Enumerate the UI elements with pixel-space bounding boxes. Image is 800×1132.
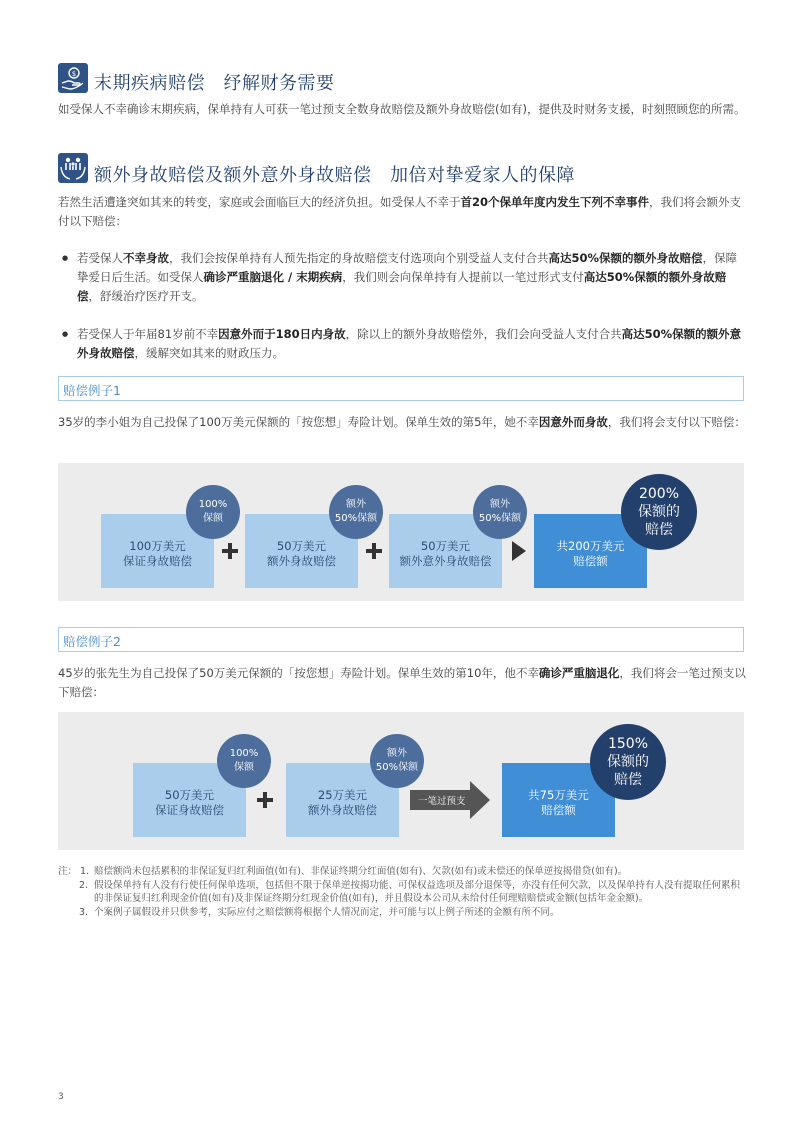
- box-amount: 共75万美元: [528, 788, 589, 802]
- footnote-prefix: 注：: [58, 866, 78, 877]
- plus-icon: [256, 791, 274, 809]
- plus-icon: [365, 542, 383, 560]
- arrow-label: 一笔过预支: [418, 796, 466, 807]
- circle-line: 50%保额: [334, 513, 378, 524]
- bullet1-text: ，我们则会向保单持有人提前以一笔过形式支付: [342, 270, 584, 284]
- box-amount: 100万美元: [129, 539, 186, 553]
- footnote-text: 赔偿额尚未包括累积的非保证复归红利面值(如有)、非保证终期分红面值(如有)、欠款(如有)或未偿还的保单逆按揭借贷(如有)。: [94, 866, 628, 877]
- circle-line: 赔偿: [614, 772, 642, 788]
- footnote-label: [79, 879, 88, 893]
- box-label: 额外意外身故赔偿: [399, 554, 492, 568]
- section-body-terminal-illness: 如受保人不幸确诊末期疾病，保单持有人可获一笔过预支全数身故赔偿及额外身故赔偿(如有)，提供及时财务支援，时刻照顾您的所需。: [58, 102, 746, 116]
- circle-line: 保额的: [638, 504, 680, 520]
- box-label: 额外身故赔偿: [308, 803, 377, 817]
- plus-icon: [221, 542, 239, 560]
- example2-circle-extra-death: [370, 734, 424, 788]
- example1-circle-guaranteed: [186, 485, 240, 539]
- hand-coin-icon: [58, 63, 88, 93]
- example2-circle-total: [590, 724, 666, 800]
- box-amount: 50万美元: [276, 539, 327, 553]
- circle-line: 额外: [387, 748, 407, 759]
- bullet2-bold: 高达50%保额的额外意外身故赔偿: [77, 327, 742, 360]
- page-number: 3: [58, 1092, 64, 1102]
- circle-line: 50%保额: [375, 762, 419, 773]
- box-amount: 25万美元: [317, 788, 368, 802]
- section-intro-extra-death-benefit: [58, 193, 748, 231]
- box-amount: 50万美元: [164, 788, 215, 802]
- example2-text: 45岁的张先生为自己投保了50万美元保额的「按您想」寿险计划。保单生效的第10年，他不幸: [58, 666, 539, 680]
- example1-circle-extra-death: [329, 485, 383, 539]
- bullet1-text: ，我们会按保单持有人预先指定的身故赔偿支付选项向个别受益人支付合共: [169, 251, 549, 265]
- section-title-terminal-illness: 末期疾病赔偿 纾解财务需要: [94, 73, 335, 94]
- circle-line: 保额: [234, 762, 254, 773]
- footnote-label: [79, 906, 88, 920]
- box-label: 保证身故赔偿: [155, 803, 224, 817]
- box-label: 额外身故赔偿: [267, 554, 336, 568]
- example2-header: [58, 627, 744, 652]
- footnote-number: 3.: [79, 906, 89, 918]
- bullet2-bold: 因意外而于180日内身故: [218, 327, 346, 341]
- footnote-text: 个案例子属假设并只供参考，实际应付之赔偿额将根据个人情况而定，并可能与以上例子所述的金额有所不同。: [94, 906, 560, 918]
- circle-line: 额外: [490, 499, 510, 510]
- intro-text-end: ，我们将会额外支付以下赔偿：: [58, 195, 742, 228]
- bullet2-text: ，除以上的额外身故赔偿外，我们会向受益人支付合共: [345, 327, 622, 341]
- bullet1-bold: 高达50%保额的额外身故赔偿: [548, 251, 703, 265]
- bullet1-text: ，舒缓治疗医疗开支。: [88, 289, 204, 303]
- bullet2-text: 若受保人于年届81岁前不幸: [77, 327, 219, 341]
- footnote-item: [58, 879, 748, 906]
- box-label: 赔偿额: [573, 554, 608, 568]
- example2-bold: 确诊严重脑退化: [538, 666, 620, 680]
- box-amount: 共200万美元: [556, 539, 625, 553]
- box-label: 赔偿额: [541, 803, 576, 817]
- footnote-number: 1.: [80, 866, 90, 877]
- example2-diagram: [58, 712, 744, 850]
- footnote-item: [58, 865, 748, 879]
- bullet1-bold: 确诊严重脑退化 / 末期疾病: [203, 270, 343, 284]
- footnote-text: 假设保单持有人没有行使任何保单选项，包括但不限于保单逆按揭功能、可保权益选项及部分退保等，亦没有任何欠款，以及保单持有人没有提取任何累积的非保证复归红利现金价值(如有)及非保证终期分红现金价值(如有)，并且假设本公司从未给付任何理赔赔偿或金额(包括年金金额)。: [94, 879, 741, 904]
- intro-text: 若然生活遭逢突如其来的转变，家庭或会面临巨大的经济负担。如受保人不幸于: [58, 195, 461, 209]
- circle-line: 200%: [638, 486, 680, 502]
- example1-diagram: [58, 463, 744, 601]
- footnote-label: [58, 865, 89, 879]
- circle-line: 100%: [229, 748, 259, 759]
- section-title-extra-death-benefit: 额外身故赔偿及额外意外身故赔偿 加倍对挚爱家人的保障: [94, 165, 575, 186]
- example1-header: [58, 376, 744, 401]
- example1-description: [58, 413, 748, 432]
- lump-sum-arrow: [410, 781, 490, 819]
- bullet1-bold: 高达50%保额的额外身故赔偿: [77, 270, 727, 303]
- example1-label: 赔偿例子1: [63, 383, 121, 398]
- example1-circle-extra-accidental: [473, 485, 527, 539]
- circle-line: 保额的: [607, 754, 649, 770]
- bullet1-text: 若受保人: [77, 251, 123, 265]
- bullet-extra-accidental-death-benefit: [62, 325, 748, 363]
- bullet2-text: ，缓解突如其来的财政压力。: [134, 346, 284, 360]
- footnote-number: 2.: [79, 879, 89, 891]
- example1-circle-total: [621, 474, 697, 550]
- circle-line: 额外: [346, 499, 366, 510]
- circle-line: 100%: [198, 499, 228, 510]
- circle-line: 150%: [607, 736, 649, 752]
- circle-line: 50%保额: [478, 513, 522, 524]
- box-amount: 50万美元: [420, 539, 471, 553]
- intro-bold: 首20个保单年度内发生下列不幸事件: [460, 195, 650, 209]
- bullet1-bold: 不幸身故: [123, 251, 169, 265]
- example1-bold: 因意外而身故: [538, 415, 608, 429]
- arrow-right-icon: [512, 541, 526, 561]
- bullet-extra-death-benefit: [62, 249, 748, 306]
- bullet1-text: ，保障挚爱日后生活。如受保人: [77, 251, 738, 284]
- example1-text: 35岁的李小姐为自己投保了100万美元保额的「按您想」寿险计划。保单生效的第5年，她不幸: [58, 415, 539, 429]
- example2-circle-guaranteed: [217, 734, 271, 788]
- example2-description: [58, 664, 748, 702]
- example2-text-end: ，我们将会一笔过预支以下赔偿：: [58, 666, 746, 699]
- example1-text-end: ，我们将会支付以下赔偿：: [607, 415, 746, 429]
- family-hands-icon: [58, 153, 88, 183]
- svg-text:$: $: [71, 70, 77, 78]
- footnotes: [58, 865, 748, 919]
- circle-line: 保额: [203, 513, 223, 524]
- box-label: 保证身故赔偿: [123, 554, 192, 568]
- footnote-item: [58, 906, 748, 920]
- circle-line: 赔偿: [645, 522, 673, 538]
- example2-label: 赔偿例子2: [63, 634, 121, 649]
